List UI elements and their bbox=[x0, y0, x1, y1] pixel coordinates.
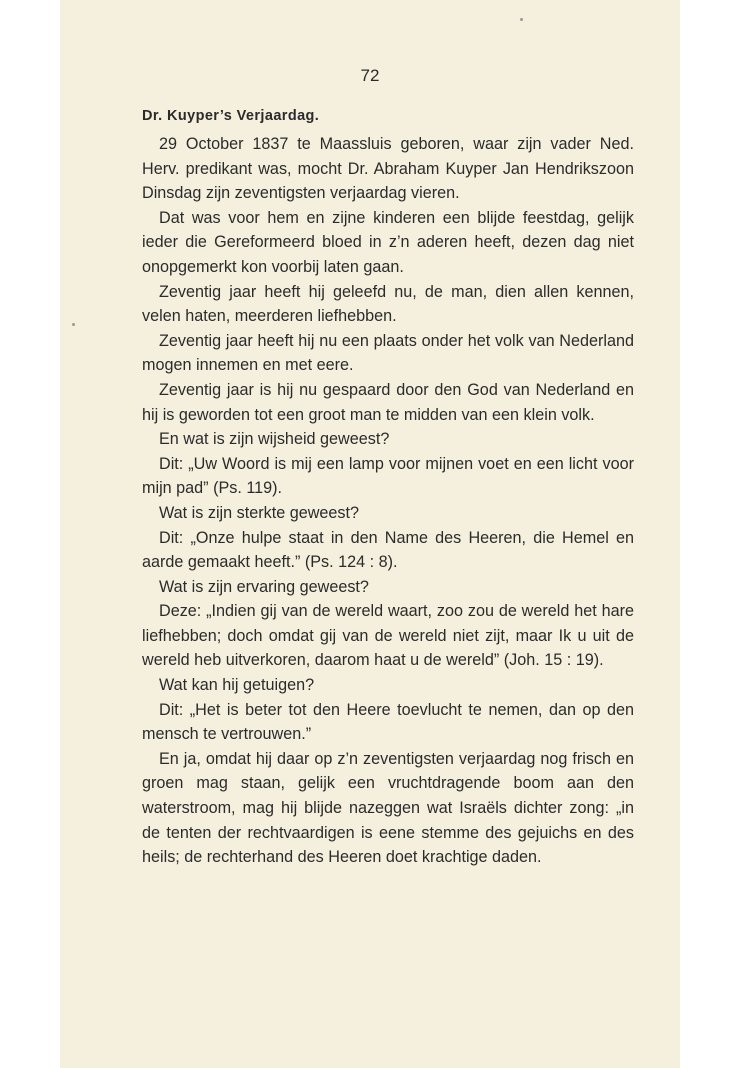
paragraph: Zeventig jaar is hij nu gespaard door den God van Nederland en hij is geworden tot een groot man te midden van een klein volk. bbox=[142, 380, 634, 424]
paragraph: Dit: „Uw Woord is mij een lamp voor mijnen voet en een licht voor mijn pad” (Ps. 119). bbox=[142, 454, 634, 498]
paragraph: Wat kan hij getuigen? bbox=[159, 676, 315, 695]
paragraph: Zeventig jaar heeft hij geleefd nu, de man, dien allen kennen, velen haten, meerderen liefhebben. bbox=[142, 282, 634, 326]
paragraph: En ja, omdat hij daar op z’n zeventigsten verjaardag nog frisch en groen mag staan, gelijk een vruchtdragende boom aan den waterstroom, mag hij blijde nazeggen wat Israëls dichter zong: „in de tenten der rechtvaardigen is eene stemme des gejuichs en des heils; de rechterhand des Heeren doet krachtige daden. bbox=[142, 749, 634, 867]
paragraph: Dat was voor hem en zijne kinderen een blijde feestdag, gelijk ieder die Gereformeerd bloed in z’n aderen heeft, dezen dag niet onopgemerkt kon voorbij laten gaan. bbox=[142, 208, 634, 276]
paragraph: Dit: „Het is beter tot den Heere toevlucht te nemen, dan op den mensch te vertrouwen.” bbox=[142, 700, 634, 744]
margin-mark bbox=[72, 323, 75, 326]
article-body bbox=[142, 104, 634, 870]
paragraph: 29 October 1837 te Maassluis geboren, waar zijn vader Ned. Herv. predikant was, mocht Dr. Abraham Kuyper Jan Hendrikszoon Dinsdag zijn zeventigsten verjaardag vieren. bbox=[142, 135, 634, 203]
paragraph: Wat is zijn sterkte geweest? bbox=[159, 503, 360, 522]
paragraph: Dit: „Onze hulpe staat in den Name des Heeren, die Hemel en aarde gemaakt heeft.” (Ps. 124 : 8). bbox=[142, 528, 634, 572]
speck-mark bbox=[520, 18, 523, 21]
article-heading: Dr. Kuyper’s Verjaardag. bbox=[142, 108, 320, 124]
book-page bbox=[60, 0, 680, 1068]
page-number: 72 bbox=[360, 66, 380, 85]
paragraph: Zeventig jaar heeft hij nu een plaats onder het volk van Nederland mogen innemen en met eere. bbox=[142, 331, 634, 375]
paragraph: Deze: „Indien gij van de wereld waart, zoo zou de wereld het hare liefhebben; doch omdat gij van de wereld niet zijt, maar Ik u uit de wereld heb uitverkoren, daarom haat u de wereld” (Joh. 15 : 19). bbox=[142, 602, 634, 670]
paragraph: Wat is zijn ervaring geweest? bbox=[159, 577, 369, 596]
paragraph: En wat is zijn wijsheid geweest? bbox=[159, 430, 390, 449]
